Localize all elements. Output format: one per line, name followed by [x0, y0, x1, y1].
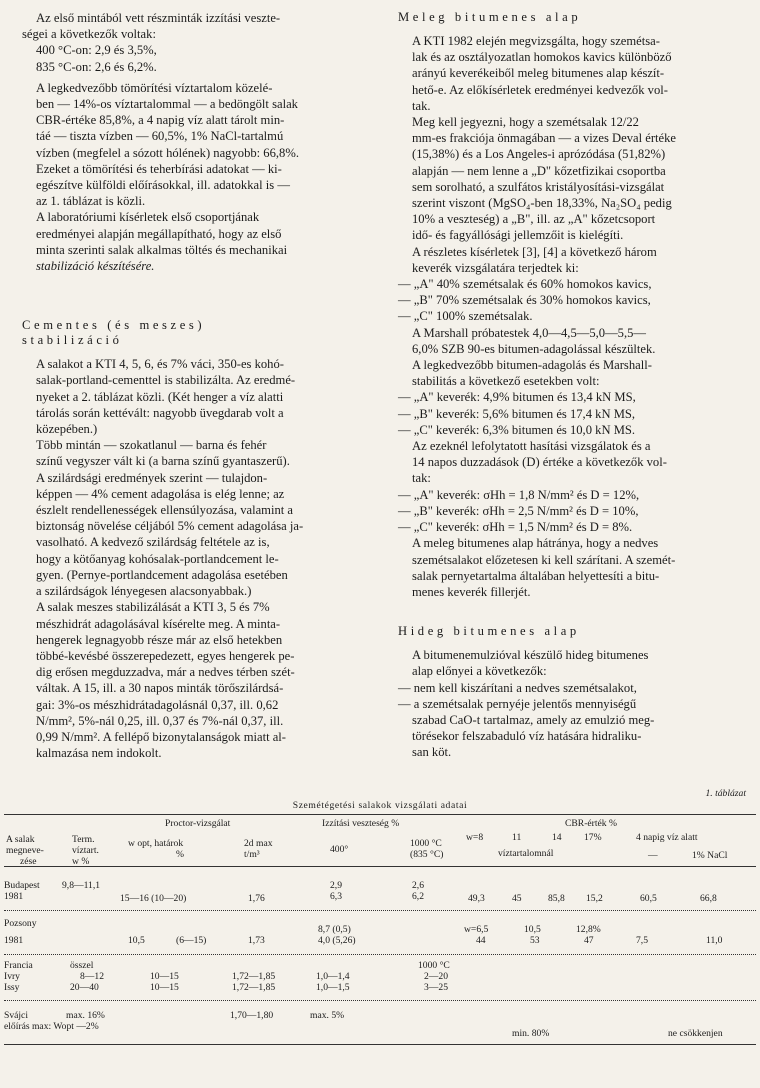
text-line: hogy a kötőanyag kohósalak-portlandcement le-: [36, 551, 279, 566]
text-line: táé — tiszta vízben — 60,5%, 1% NaCl-tartalmú: [36, 129, 284, 144]
cell-wopt: 15—16 (10—20): [120, 893, 187, 904]
cell-rho: 1,70—1,80: [230, 1010, 274, 1021]
paragraph: [398, 438, 748, 487]
header-wopt: [128, 838, 184, 860]
list-item: — „A" keverék: 4,9% bitumen és 13,4 kN MS,: [398, 390, 636, 405]
text-line: képpen — 4% cement adagolása is elég lenne; az: [36, 486, 285, 501]
cell-text: 8,7 (0,5): [318, 924, 351, 935]
cell-text: összel: [70, 960, 94, 971]
text-line: arányú keverékeiből meleg bitumenes alap készít-: [412, 66, 665, 81]
cell-text: 1981: [4, 935, 24, 946]
cell-cbr-w11: 45: [512, 893, 522, 904]
text-line: tárolás során kettévált: nagyobb üvegdarab volt a: [36, 405, 284, 420]
paragraph: [398, 647, 748, 679]
list-item: — „C" 100% szemétsalak.: [398, 309, 533, 324]
header-text: 2d max: [244, 838, 273, 849]
text-line: színű vegyszer vált ki (a barna színű gyantaszerű).: [36, 454, 290, 469]
text-line: a szilárdságok lényegesen alacsonyabbak.): [36, 584, 252, 599]
text-line: egészítve külföldi előírásokkal, ill. adatokkal is —: [36, 178, 290, 193]
cell-i400: [330, 880, 342, 902]
list-item: — „B" keverék: 5,6% bitumen és 17,4 kN MS,: [398, 406, 636, 421]
text-line: alap előnyei a következők:: [412, 664, 547, 679]
cell-nacl: 11,0: [706, 935, 723, 946]
header-nacl: 1% NaCl: [692, 850, 728, 861]
header-izzitasi: Izzítási veszteség %: [322, 818, 400, 829]
cell-cbr-w14: [576, 924, 601, 946]
text-line: mészhidrát adagolásával kísérelte meg. A minta-: [36, 616, 281, 631]
table-title: Szemétégetési salakok vizsgálati adatai: [292, 800, 468, 811]
text-line: vasolható. A kedvező szilárdság feltétele az is,: [36, 535, 270, 550]
list-item: — „C" keverék: σHh = 1,5 N/mm² és D = 8%.: [398, 520, 633, 535]
cell-i400: [318, 924, 356, 946]
text-line: 835 °C-on: 2,6 és 6,2%.: [36, 59, 157, 74]
cell-text: 8—12: [80, 971, 104, 982]
cell-rho: 1,73: [248, 935, 265, 946]
cell-text: Ivry: [4, 971, 20, 982]
paragraph: [22, 437, 374, 469]
header-dash: —: [648, 850, 658, 861]
list-item: — „B" 70% szemétsalak és 30% homokos kavics,: [398, 293, 651, 308]
text-line: Az ezeknél lefolytatott hasítási vizsgálatok és a: [412, 439, 651, 454]
text-line: N/mm², 5%-nál 0,25, ill. 0,37 és 7%-nál 0,37, ill.: [36, 713, 284, 728]
cell-nacl: ne csökkenjen: [668, 1028, 723, 1039]
header-cbr-w17: 17%: [584, 832, 602, 843]
header-cbr-w8: w=8: [466, 832, 484, 843]
text-line: A szilárdsági eredmények szerint — tulajdon-: [36, 470, 268, 485]
text-line: gyen. (Pernye-portlandcement adagolása esetében: [36, 567, 288, 582]
header-text: w %: [72, 856, 90, 867]
paragraph: [398, 535, 748, 600]
header-text: (835 °C): [410, 849, 444, 860]
cell-d4: 7,5: [636, 935, 648, 946]
cold-list: [398, 680, 748, 761]
header-salak: [6, 834, 44, 867]
cell-text: 6,2: [412, 891, 424, 902]
left-column: [22, 10, 374, 761]
text-line: menes keverék fillerjét.: [412, 584, 531, 599]
text-line: 14 napos duzzadások (D) értéke a következők vol-: [412, 455, 667, 470]
header-four-days: 4 napig víz alatt: [636, 832, 698, 843]
cell-text: 12,8%: [576, 924, 601, 935]
cell-name: [4, 960, 33, 993]
text-line: gai: 3%-os mészhidrátadagolásnál 0,37, ill. 0,62: [36, 697, 279, 712]
cell-text: 10—15: [150, 971, 179, 982]
header-rho: [244, 838, 273, 860]
list-item: törésekor felszabaduló víz hatására hidraliku-: [412, 729, 642, 744]
text-line: A Marshall próbatestek 4,0—4,5—5,0—5,5—: [412, 325, 647, 340]
text-line: tak.: [412, 98, 431, 113]
table-rule-row: [4, 1000, 756, 1001]
table-rule-bottom: [4, 1044, 756, 1045]
cell-i400: max. 5%: [310, 1010, 345, 1021]
cell-text: Issy: [4, 982, 20, 993]
paragraph: [22, 599, 374, 761]
text-line: Ezeket a tömörítési és teherbírási adatokat — ki-: [36, 161, 282, 176]
paragraph: [398, 325, 748, 357]
cell-i400: [316, 971, 350, 993]
header-text: A salak: [6, 834, 35, 845]
header-i1000: [410, 838, 443, 860]
paragraph: [22, 209, 374, 274]
cell-text: 1,0—1,5: [316, 982, 350, 993]
list-item: — „A" keverék: σHh = 1,8 N/mm² és D = 12%,: [398, 487, 640, 502]
text-line: A legkedvezőbb tömörítési víztartalom közelé-: [36, 80, 273, 95]
text-line: Több mintán — szokatlanul — barna és fehér: [36, 438, 267, 453]
cell-cbr-w14: 85,8: [548, 893, 565, 904]
text-line: 400 °C-on: 2,9 és 3,5%,: [36, 43, 157, 58]
table-label: 1. táblázat: [705, 788, 746, 799]
cell-text: 1981: [4, 891, 24, 902]
text-line: A salak meszes stabilizálását a KTI 3, 5 és 7%: [36, 600, 270, 615]
header-term: [72, 834, 99, 867]
text-line: eredményei alapján megállapítható, hogy az első: [36, 226, 282, 241]
text-line: szemétsalakot előzetesen ki kell szárítani. A szemét-: [412, 552, 676, 567]
header-i400: 400°: [330, 844, 349, 855]
cell-name: [4, 880, 40, 902]
paragraph: [398, 114, 748, 244]
text-line: észlelt rendellenességek ellensúlyozása, valamint a: [36, 503, 294, 518]
cell-text: 1,72—1,85: [232, 982, 276, 993]
cell-text: 2,9: [330, 880, 342, 891]
text-line: dig erősen megduzzadva, már a nedves térben szét-: [36, 665, 295, 680]
cell-term: max. 16%: [66, 1010, 105, 1021]
text-line: minta szerinti salak alkalmas töltés és mechanikai: [36, 242, 288, 257]
marshall-list: [398, 389, 748, 438]
text-line: biztonság növelése céljából 5% cement adagolása ja-: [36, 519, 304, 534]
cell-text: 2,6: [412, 880, 424, 891]
cell-text: 20—40: [70, 982, 99, 993]
cell-wopt: [150, 971, 179, 993]
text-line: hető-e. Az előkísérletek eredményei kedvezők vol-: [412, 82, 668, 97]
cell-text: w=6,5: [464, 924, 489, 935]
cell-text: Francia: [4, 960, 33, 971]
section-heading-warm: Meleg bitumenes alap: [398, 10, 582, 24]
text-line: CBR-értéke 85,8%, a 4 napig víz alatt tárolt min-: [36, 113, 285, 128]
cell-text: 10,5: [524, 924, 541, 935]
list-item: — a szemétsalak pernyéje jelentős mennyiségű: [398, 696, 637, 711]
header-cbr: CBR-érték %: [565, 818, 617, 829]
heading-line: stabilizáció: [22, 333, 123, 348]
paragraph: [398, 357, 748, 389]
header-cbr-w11: 11: [512, 832, 522, 843]
section-heading-cement: [22, 318, 374, 348]
text-line: az 1. táblázat is közli.: [36, 194, 146, 209]
header-text: zése: [20, 856, 37, 867]
paragraph: [22, 356, 374, 437]
paragraph: [22, 80, 374, 210]
text-line: nyeket a 2. táblázat közli. (Két henger a víz alatti: [36, 389, 284, 404]
paragraph: [22, 470, 374, 600]
text-line: A laboratóriumi kísérletek első csoportjának: [36, 210, 260, 225]
text-line: közepében.): [36, 422, 98, 437]
cell-cbr-w11: [524, 924, 541, 946]
text-line: salak-portland-cementtel is stabilizálta. Az eredmé-: [36, 373, 296, 388]
cell-text: 6,3: [330, 891, 342, 902]
text-line: kalmazása nem indokolt.: [36, 746, 162, 761]
list-item: — „A" 40% szemétsalak és 60% homokos kavics,: [398, 277, 652, 292]
text-line: 10% a veszteség) a „B", ill. az „A" kőzetcsoport: [412, 212, 656, 227]
cell-text: 10—15: [150, 982, 179, 993]
text-line: hengerek legnagyobb része már az első hetekben: [36, 632, 283, 647]
text-line: lak és az osztályozatlan homokos kavics különböző: [412, 50, 672, 65]
text-line: Az első mintából vett részminták izzítási veszte-: [36, 11, 281, 25]
split-list: [398, 487, 748, 536]
cell-text: 3—25: [424, 982, 448, 993]
header-text: w opt, határok: [128, 838, 184, 849]
header-cbr-w14: 14: [552, 832, 562, 843]
list-item: — „B" keverék: σHh = 2,5 N/mm² és D = 10%,: [398, 503, 639, 518]
table-rule-top: [4, 814, 756, 815]
text-line: többé-kevésbé összerepedezett, egyes hengerek pe-: [36, 648, 295, 663]
cell-name: [4, 918, 37, 946]
table-rule-row: [4, 910, 756, 911]
cell-cbr-w14: min. 80%: [512, 1028, 550, 1039]
text-line: 0,99 N/mm². A fellépő bizonytalanságok miatt al-: [36, 729, 287, 744]
text-line: 6,0% SZB 90-es bitumen-adagolással készültek.: [412, 341, 656, 356]
cell-rho: 1,76: [248, 893, 265, 904]
text-line: A meleg bitumenes alap hátránya, hogy a nedves: [412, 536, 659, 551]
cell-term: [70, 960, 104, 993]
paragraph: [22, 10, 374, 42]
text-line: keverék vizsgálatára terjedtek ki:: [412, 260, 579, 275]
list-item: — nem kell kiszárítani a nedves szemétsalakot,: [398, 680, 637, 695]
header-text: %: [176, 849, 184, 860]
cell-text: Svájci: [4, 1010, 28, 1021]
header-viztartalomnal: víztartalomnál: [498, 848, 554, 859]
mix-list: [398, 276, 748, 325]
cell-rho: [232, 971, 275, 993]
cell-i1000: [418, 960, 450, 993]
list-item: — „C" keverék: 6,3% bitumen és 10,0 kN MS.: [398, 422, 636, 437]
cell-text: 53: [530, 935, 540, 946]
text-line: ségei a következők voltak:: [22, 27, 156, 42]
table-rule-header: [4, 866, 756, 867]
header-text: t/m³: [244, 849, 260, 860]
list-item: szabad CaO-t tartalmaz, amely az emulzió meg-: [412, 712, 655, 727]
list-item: san köt.: [412, 745, 452, 760]
heading-line: Cementes (és meszes): [22, 318, 206, 333]
header-text: megneve-: [6, 845, 44, 856]
paragraph: [398, 244, 748, 276]
cell-text: 44: [476, 935, 486, 946]
cell-text: előírás max: Wopt —2%: [4, 1021, 99, 1032]
paragraph: [398, 33, 748, 114]
cell-text: 1,72—1,85: [232, 971, 276, 982]
cell-wopt: 10,5: [128, 935, 145, 946]
cell-text: 2—20: [424, 971, 448, 982]
cell-text: Pozsony: [4, 918, 37, 929]
cell-text: 1,0—1,4: [316, 971, 350, 982]
cell-cbr-w8: [464, 924, 488, 946]
text-line: váltak. A 15, ill. a 30 napos minták törőszilárdsá-: [36, 681, 284, 696]
header-text: víztart.: [72, 845, 99, 856]
cell-text: Budapest: [4, 880, 40, 891]
text-line: tak:: [412, 471, 431, 486]
right-column: [398, 10, 748, 761]
text-line: ben — 14%-os víztartalommal — a bedöngölt salak: [36, 97, 298, 112]
text-line: stabilitás a következő esetekben volt:: [412, 374, 600, 389]
text-line: A bitumenemulzióval készülő hideg bitumenes: [412, 648, 649, 663]
text-line: alapján — nem lenne a „D" kőzetfizikai csoportba: [412, 163, 666, 178]
cell-term: 9,8—11,1: [62, 880, 101, 891]
section-heading-cold: Hideg bitumenes alap: [398, 624, 580, 639]
text-line: stabilizáció készítésére.: [36, 259, 155, 274]
text-line: A salakot a KTI 4, 5, 6, és 7% váci, 350-es kohó-: [36, 357, 284, 372]
text-line: A legkedvezőbb bitumen-adagolás és Marshall-: [412, 358, 652, 373]
text-line: mm-es frakciója önmagában — a vizes Deval értéke: [412, 131, 677, 146]
text-line: idő- és fagyállósági jellemzőit is kielégíti.: [412, 228, 624, 243]
cell-nacl: 66,8: [700, 893, 717, 904]
text-line: A KTI 1982 elején megvizsgálta, hogy szemétsa-: [412, 34, 660, 48]
cell-d4: 60,5: [640, 893, 657, 904]
text-line: vízben (megfelel a sózott hólének) nagyobb: 66,8%.: [36, 145, 299, 160]
text-line: sem sorolható, a szulfátos kristályosítási-vizsgálat: [412, 179, 665, 194]
cell-text: 4,0 (5,26): [318, 935, 356, 946]
cell-i1000: [412, 880, 424, 902]
header-text: 1000 °C: [410, 838, 442, 849]
cell-cbr-w8: 49,3: [468, 893, 485, 904]
cell-text: 1000 °C: [418, 960, 450, 971]
text-line: A részletes kísérletek [3], [4] a következő három: [412, 244, 657, 259]
cell-text: 47: [584, 935, 594, 946]
cell-wopt-range: (6—15): [176, 935, 207, 946]
cell-cbr-w17: 15,2: [586, 893, 603, 904]
table-rule-row: [4, 954, 756, 955]
text-line: salak pernyetartalma általában helyettesíti a bitu-: [412, 568, 660, 583]
text-line: (15,38%) és a Los Angeles-i aprózódása (51,82%): [412, 147, 666, 162]
text-line: szerint viszont (MgSO₄-ben 18,33%, Na₂SO₄ pedig: [412, 196, 672, 211]
header-proctor: Proctor-vizsgálat: [165, 818, 231, 829]
header-text: Term.: [72, 834, 95, 845]
text-line: Meg kell jegyezni, hogy a szemétsalak 12/22: [412, 115, 639, 130]
paragraph: [22, 42, 374, 74]
